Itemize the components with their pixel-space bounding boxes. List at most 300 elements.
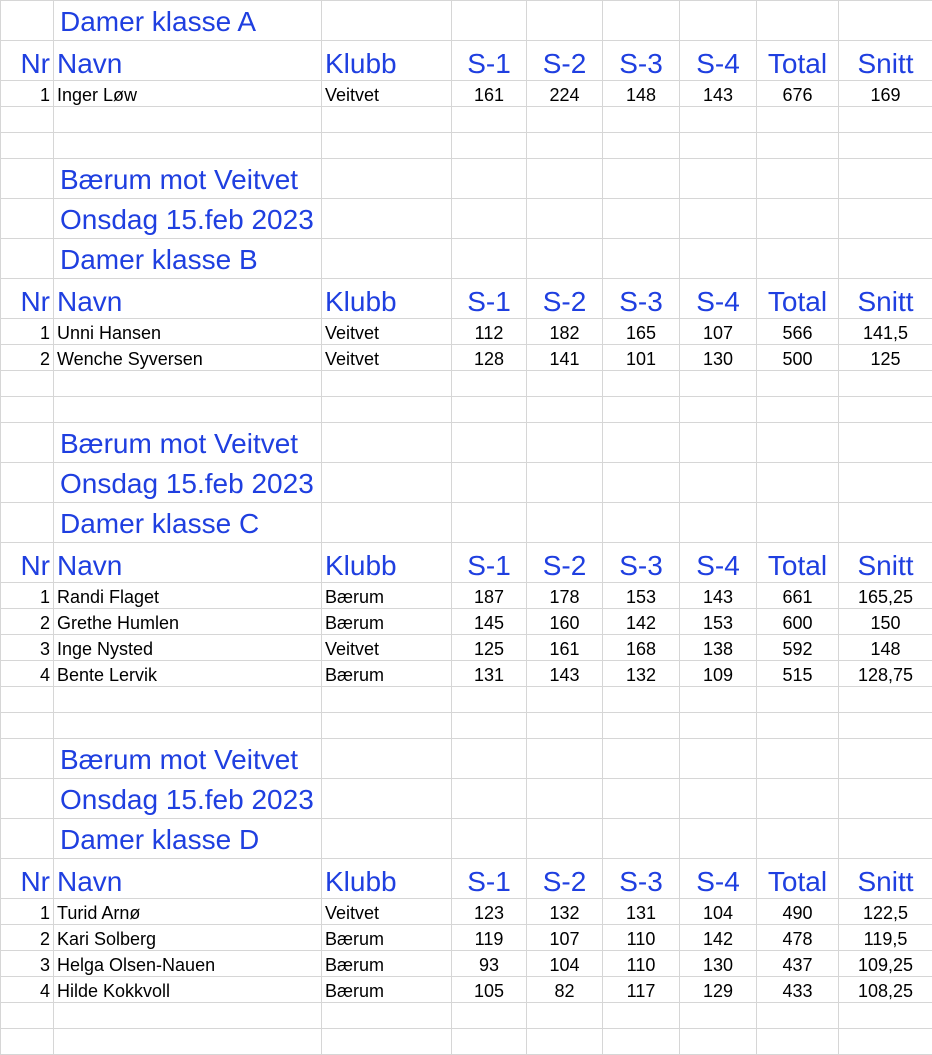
cell[interactable] xyxy=(54,1029,322,1055)
cell[interactable] xyxy=(839,159,932,199)
cell-total[interactable]: 600 xyxy=(757,609,839,635)
cell[interactable] xyxy=(527,503,603,543)
header-total[interactable]: Total xyxy=(757,41,839,81)
cell-navn[interactable]: Grethe Humlen xyxy=(54,609,322,635)
cell[interactable] xyxy=(527,397,603,423)
header-s1[interactable]: S-1 xyxy=(452,279,527,319)
cell[interactable] xyxy=(757,503,839,543)
cell[interactable] xyxy=(1,819,54,859)
header-klubb[interactable]: Klubb xyxy=(322,41,452,81)
cell[interactable] xyxy=(452,503,527,543)
cell[interactable] xyxy=(54,371,322,397)
cell-total[interactable]: 490 xyxy=(757,899,839,925)
cell-s4[interactable]: 107 xyxy=(680,319,757,345)
header-s4[interactable]: S-4 xyxy=(680,41,757,81)
cell-s1[interactable]: 131 xyxy=(452,661,527,687)
cell-nr[interactable]: 4 xyxy=(1,661,54,687)
header-s1[interactable]: S-1 xyxy=(452,41,527,81)
cell[interactable] xyxy=(603,1029,680,1055)
header-s2[interactable]: S-2 xyxy=(527,543,603,583)
cell[interactable] xyxy=(527,107,603,133)
cell[interactable] xyxy=(839,739,932,779)
cell[interactable] xyxy=(322,239,452,279)
cell[interactable] xyxy=(839,107,932,133)
cell[interactable] xyxy=(757,819,839,859)
cell[interactable] xyxy=(680,133,757,159)
cell-s4[interactable]: 153 xyxy=(680,609,757,635)
cell[interactable] xyxy=(1,239,54,279)
cell[interactable] xyxy=(322,463,452,503)
cell[interactable] xyxy=(1,463,54,503)
cell[interactable] xyxy=(527,1029,603,1055)
cell[interactable] xyxy=(839,713,932,739)
cell[interactable] xyxy=(322,819,452,859)
cell[interactable] xyxy=(757,1,839,41)
cell-total[interactable]: 433 xyxy=(757,977,839,1003)
header-s3[interactable]: S-3 xyxy=(603,41,680,81)
cell[interactable] xyxy=(1,779,54,819)
cell-s1[interactable]: 105 xyxy=(452,977,527,1003)
cell-total[interactable]: 592 xyxy=(757,635,839,661)
cell-navn[interactable]: Helga Olsen-Nauen xyxy=(54,951,322,977)
header-navn[interactable]: Navn xyxy=(54,41,322,81)
cell[interactable] xyxy=(1,687,54,713)
cell[interactable] xyxy=(680,503,757,543)
cell[interactable] xyxy=(603,423,680,463)
section-title-cell[interactable] xyxy=(54,739,322,779)
cell[interactable] xyxy=(680,463,757,503)
cell[interactable] xyxy=(839,819,932,859)
cell-total[interactable]: 437 xyxy=(757,951,839,977)
cell-klubb[interactable]: Bærum xyxy=(322,977,452,1003)
header-navn[interactable]: Navn xyxy=(54,543,322,583)
cell-s3[interactable]: 153 xyxy=(603,583,680,609)
cell[interactable] xyxy=(452,239,527,279)
cell[interactable] xyxy=(603,199,680,239)
cell[interactable] xyxy=(452,371,527,397)
cell[interactable] xyxy=(452,1029,527,1055)
cell-s4[interactable]: 138 xyxy=(680,635,757,661)
cell[interactable] xyxy=(322,739,452,779)
cell[interactable] xyxy=(322,107,452,133)
cell-klubb[interactable]: Veitvet xyxy=(322,81,452,107)
cell-s4[interactable]: 104 xyxy=(680,899,757,925)
cell[interactable] xyxy=(680,1029,757,1055)
cell[interactable] xyxy=(1,159,54,199)
cell[interactable] xyxy=(1,423,54,463)
section-title-cell[interactable] xyxy=(54,463,322,503)
header-nr[interactable]: Nr xyxy=(1,279,54,319)
cell-s1[interactable]: 93 xyxy=(452,951,527,977)
cell[interactable] xyxy=(603,397,680,423)
header-total[interactable]: Total xyxy=(757,859,839,899)
cell-s3[interactable]: 131 xyxy=(603,899,680,925)
cell[interactable] xyxy=(757,713,839,739)
cell[interactable] xyxy=(757,739,839,779)
cell-navn[interactable]: Inger Løw xyxy=(54,81,322,107)
cell-snitt[interactable]: 148 xyxy=(839,635,932,661)
cell-s4[interactable]: 109 xyxy=(680,661,757,687)
header-s1[interactable]: S-1 xyxy=(452,859,527,899)
cell-total[interactable]: 478 xyxy=(757,925,839,951)
header-s3[interactable]: S-3 xyxy=(603,279,680,319)
cell[interactable] xyxy=(452,199,527,239)
cell-s4[interactable]: 142 xyxy=(680,925,757,951)
cell-s3[interactable]: 117 xyxy=(603,977,680,1003)
cell-snitt[interactable]: 141,5 xyxy=(839,319,932,345)
header-snitt[interactable]: Snitt xyxy=(839,279,932,319)
cell-klubb[interactable]: Veitvet xyxy=(322,635,452,661)
cell[interactable] xyxy=(680,819,757,859)
header-s2[interactable]: S-2 xyxy=(527,41,603,81)
cell[interactable] xyxy=(1,371,54,397)
cell[interactable] xyxy=(452,397,527,423)
header-snitt[interactable]: Snitt xyxy=(839,543,932,583)
cell-total[interactable]: 676 xyxy=(757,81,839,107)
section-title-cell[interactable] xyxy=(54,159,322,199)
cell[interactable] xyxy=(322,713,452,739)
cell[interactable] xyxy=(757,397,839,423)
cell-klubb[interactable]: Veitvet xyxy=(322,899,452,925)
cell[interactable] xyxy=(527,463,603,503)
cell[interactable] xyxy=(1,713,54,739)
cell[interactable] xyxy=(322,503,452,543)
header-snitt[interactable]: Snitt xyxy=(839,859,932,899)
cell-navn[interactable]: Turid Arnø xyxy=(54,899,322,925)
header-s1[interactable]: S-1 xyxy=(452,543,527,583)
cell-snitt[interactable]: 169 xyxy=(839,81,932,107)
cell[interactable] xyxy=(452,463,527,503)
cell-s4[interactable]: 130 xyxy=(680,951,757,977)
cell-s4[interactable]: 130 xyxy=(680,345,757,371)
cell[interactable] xyxy=(527,199,603,239)
cell[interactable] xyxy=(1,503,54,543)
cell-s4[interactable]: 143 xyxy=(680,583,757,609)
cell[interactable] xyxy=(1,1003,54,1029)
cell[interactable] xyxy=(603,779,680,819)
cell[interactable] xyxy=(839,1,932,41)
cell-snitt[interactable]: 150 xyxy=(839,609,932,635)
cell-s2[interactable]: 104 xyxy=(527,951,603,977)
cell[interactable] xyxy=(603,1003,680,1029)
header-klubb[interactable]: Klubb xyxy=(322,859,452,899)
cell-s2[interactable]: 224 xyxy=(527,81,603,107)
cell[interactable] xyxy=(527,739,603,779)
cell[interactable] xyxy=(527,713,603,739)
cell[interactable] xyxy=(527,687,603,713)
cell[interactable] xyxy=(757,239,839,279)
cell[interactable] xyxy=(54,397,322,423)
cell[interactable] xyxy=(680,159,757,199)
header-s4[interactable]: S-4 xyxy=(680,279,757,319)
cell[interactable] xyxy=(757,463,839,503)
cell-s3[interactable]: 142 xyxy=(603,609,680,635)
cell[interactable] xyxy=(603,371,680,397)
cell[interactable] xyxy=(680,713,757,739)
cell[interactable] xyxy=(452,739,527,779)
cell[interactable] xyxy=(839,239,932,279)
header-klubb[interactable]: Klubb xyxy=(322,279,452,319)
cell-klubb[interactable]: Bærum xyxy=(322,951,452,977)
cell[interactable] xyxy=(757,133,839,159)
cell[interactable] xyxy=(680,687,757,713)
title-row xyxy=(1,739,932,779)
cell[interactable] xyxy=(322,687,452,713)
cell[interactable] xyxy=(54,687,322,713)
header-navn[interactable]: Navn xyxy=(54,859,322,899)
cell-s3[interactable]: 148 xyxy=(603,81,680,107)
cell[interactable] xyxy=(839,133,932,159)
cell-s3[interactable]: 110 xyxy=(603,925,680,951)
cell-klubb[interactable]: Veitvet xyxy=(322,345,452,371)
cell[interactable] xyxy=(680,199,757,239)
cell-s1[interactable]: 119 xyxy=(452,925,527,951)
header-nr[interactable]: Nr xyxy=(1,859,54,899)
cell[interactable] xyxy=(680,107,757,133)
cell-s3[interactable]: 132 xyxy=(603,661,680,687)
header-s4[interactable]: S-4 xyxy=(680,859,757,899)
cell[interactable] xyxy=(452,423,527,463)
section-title-cell[interactable] xyxy=(54,1,322,41)
cell[interactable] xyxy=(839,371,932,397)
cell[interactable] xyxy=(527,159,603,199)
cell-klubb[interactable]: Bærum xyxy=(322,583,452,609)
header-navn[interactable]: Navn xyxy=(54,279,322,319)
title-row xyxy=(1,819,932,859)
cell-s4[interactable]: 143 xyxy=(680,81,757,107)
cell-s1[interactable]: 145 xyxy=(452,609,527,635)
cell-s2[interactable]: 178 xyxy=(527,583,603,609)
cell[interactable] xyxy=(839,463,932,503)
cell[interactable] xyxy=(54,713,322,739)
cell-navn[interactable]: Wenche Syversen xyxy=(54,345,322,371)
header-s3[interactable]: S-3 xyxy=(603,543,680,583)
cell-total[interactable]: 566 xyxy=(757,319,839,345)
cell-nr[interactable]: 2 xyxy=(1,345,54,371)
cell-navn[interactable]: Bente Lervik xyxy=(54,661,322,687)
cell[interactable] xyxy=(452,713,527,739)
cell[interactable] xyxy=(839,423,932,463)
cell[interactable] xyxy=(1,397,54,423)
cell[interactable] xyxy=(322,133,452,159)
cell[interactable] xyxy=(603,239,680,279)
cell-total[interactable]: 500 xyxy=(757,345,839,371)
cell[interactable] xyxy=(1,107,54,133)
cell-total[interactable]: 515 xyxy=(757,661,839,687)
cell-s3[interactable]: 165 xyxy=(603,319,680,345)
cell-s1[interactable]: 112 xyxy=(452,319,527,345)
cell-s2[interactable]: 82 xyxy=(527,977,603,1003)
header-s2[interactable]: S-2 xyxy=(527,859,603,899)
cell[interactable] xyxy=(839,687,932,713)
cell[interactable] xyxy=(527,133,603,159)
cell[interactable] xyxy=(322,423,452,463)
cell[interactable] xyxy=(1,1029,54,1055)
cell[interactable] xyxy=(322,371,452,397)
cell-s2[interactable]: 141 xyxy=(527,345,603,371)
cell[interactable] xyxy=(527,239,603,279)
cell[interactable] xyxy=(680,1003,757,1029)
cell[interactable] xyxy=(1,1,54,41)
cell[interactable] xyxy=(757,159,839,199)
cell[interactable] xyxy=(603,1,680,41)
cell-s1[interactable]: 128 xyxy=(452,345,527,371)
cell-navn[interactable]: Inge Nysted xyxy=(54,635,322,661)
cell-nr[interactable]: 3 xyxy=(1,951,54,977)
cell-s2[interactable]: 143 xyxy=(527,661,603,687)
cell[interactable] xyxy=(527,371,603,397)
cell[interactable] xyxy=(322,199,452,239)
cell-nr[interactable]: 1 xyxy=(1,81,54,107)
cell[interactable] xyxy=(839,779,932,819)
cell[interactable] xyxy=(452,1003,527,1029)
cell[interactable] xyxy=(839,503,932,543)
header-nr[interactable]: Nr xyxy=(1,41,54,81)
cell-nr[interactable]: 4 xyxy=(1,977,54,1003)
cell-klubb[interactable]: Bærum xyxy=(322,661,452,687)
cell-s2[interactable]: 182 xyxy=(527,319,603,345)
header-s2[interactable]: S-2 xyxy=(527,279,603,319)
cell[interactable] xyxy=(680,739,757,779)
cell[interactable] xyxy=(757,1003,839,1029)
cell-klubb[interactable]: Bærum xyxy=(322,925,452,951)
cell[interactable] xyxy=(54,1003,322,1029)
cell[interactable] xyxy=(603,819,680,859)
cell[interactable] xyxy=(680,371,757,397)
cell[interactable] xyxy=(452,159,527,199)
cell[interactable] xyxy=(322,159,452,199)
cell-s2[interactable]: 132 xyxy=(527,899,603,925)
cell-navn[interactable]: Hilde Kokkvoll xyxy=(54,977,322,1003)
cell[interactable] xyxy=(680,397,757,423)
cell[interactable] xyxy=(322,1,452,41)
section-title-cell[interactable] xyxy=(54,819,322,859)
cell-s1[interactable]: 161 xyxy=(452,81,527,107)
cell-s2[interactable]: 161 xyxy=(527,635,603,661)
cell-snitt[interactable]: 122,5 xyxy=(839,899,932,925)
section-title-cell[interactable] xyxy=(54,239,322,279)
cell[interactable] xyxy=(839,1029,932,1055)
cell-nr[interactable]: 3 xyxy=(1,635,54,661)
cell[interactable] xyxy=(603,133,680,159)
cell[interactable] xyxy=(839,1003,932,1029)
section-title-cell[interactable] xyxy=(54,503,322,543)
cell[interactable] xyxy=(452,1,527,41)
cell[interactable] xyxy=(527,779,603,819)
cell-snitt[interactable]: 125 xyxy=(839,345,932,371)
header-snitt[interactable]: Snitt xyxy=(839,41,932,81)
cell[interactable] xyxy=(757,423,839,463)
title-row xyxy=(1,423,932,463)
cell[interactable] xyxy=(322,397,452,423)
cell[interactable] xyxy=(680,779,757,819)
cell[interactable] xyxy=(1,133,54,159)
cell-s3[interactable]: 101 xyxy=(603,345,680,371)
cell[interactable] xyxy=(680,423,757,463)
cell[interactable] xyxy=(452,779,527,819)
header-s4[interactable]: S-4 xyxy=(680,543,757,583)
cell[interactable] xyxy=(452,819,527,859)
cell[interactable] xyxy=(603,463,680,503)
cell[interactable] xyxy=(680,239,757,279)
cell[interactable] xyxy=(54,107,322,133)
cell-s3[interactable]: 110 xyxy=(603,951,680,977)
cell[interactable] xyxy=(1,199,54,239)
cell-snitt[interactable]: 119,5 xyxy=(839,925,932,951)
cell[interactable] xyxy=(603,687,680,713)
cell-nr[interactable]: 2 xyxy=(1,609,54,635)
cell[interactable] xyxy=(1,739,54,779)
cell[interactable] xyxy=(452,133,527,159)
cell[interactable] xyxy=(603,159,680,199)
cell-s1[interactable]: 187 xyxy=(452,583,527,609)
cell-snitt[interactable]: 128,75 xyxy=(839,661,932,687)
cell[interactable] xyxy=(603,713,680,739)
cell-nr[interactable]: 1 xyxy=(1,319,54,345)
cell[interactable] xyxy=(322,1003,452,1029)
cell-navn[interactable]: Randi Flaget xyxy=(54,583,322,609)
header-s3[interactable]: S-3 xyxy=(603,859,680,899)
cell[interactable] xyxy=(757,779,839,819)
cell-nr[interactable]: 1 xyxy=(1,899,54,925)
cell-nr[interactable]: 2 xyxy=(1,925,54,951)
cell-s1[interactable]: 125 xyxy=(452,635,527,661)
section-title-cell[interactable] xyxy=(54,199,322,239)
cell[interactable] xyxy=(527,423,603,463)
section-title-cell[interactable] xyxy=(54,779,322,819)
header-total[interactable]: Total xyxy=(757,279,839,319)
cell[interactable] xyxy=(757,107,839,133)
cell[interactable] xyxy=(527,1,603,41)
section-title-cell[interactable] xyxy=(54,423,322,463)
cell[interactable] xyxy=(322,779,452,819)
cell[interactable] xyxy=(527,1003,603,1029)
cell-s2[interactable]: 107 xyxy=(527,925,603,951)
cell-snitt[interactable]: 165,25 xyxy=(839,583,932,609)
cell[interactable] xyxy=(839,397,932,423)
cell-navn[interactable]: Unni Hansen xyxy=(54,319,322,345)
header-klubb[interactable]: Klubb xyxy=(322,543,452,583)
cell[interactable] xyxy=(680,1,757,41)
cell-s1[interactable]: 123 xyxy=(452,899,527,925)
cell[interactable] xyxy=(603,503,680,543)
cell[interactable] xyxy=(452,687,527,713)
cell-nr[interactable]: 1 xyxy=(1,583,54,609)
cell[interactable] xyxy=(452,107,527,133)
cell[interactable] xyxy=(54,133,322,159)
cell[interactable] xyxy=(757,687,839,713)
cell-s2[interactable]: 160 xyxy=(527,609,603,635)
cell[interactable] xyxy=(839,199,932,239)
cell-snitt[interactable]: 108,25 xyxy=(839,977,932,1003)
cell-snitt[interactable]: 109,25 xyxy=(839,951,932,977)
cell[interactable] xyxy=(603,739,680,779)
header-nr[interactable]: Nr xyxy=(1,543,54,583)
cell-navn[interactable]: Kari Solberg xyxy=(54,925,322,951)
cell-klubb[interactable]: Bærum xyxy=(322,609,452,635)
header-total[interactable]: Total xyxy=(757,543,839,583)
cell[interactable] xyxy=(322,1029,452,1055)
cell[interactable] xyxy=(527,819,603,859)
cell-klubb[interactable]: Veitvet xyxy=(322,319,452,345)
cell-total[interactable]: 661 xyxy=(757,583,839,609)
cell[interactable] xyxy=(757,371,839,397)
cell-s4[interactable]: 129 xyxy=(680,977,757,1003)
cell[interactable] xyxy=(603,107,680,133)
cell-s3[interactable]: 168 xyxy=(603,635,680,661)
cell[interactable] xyxy=(757,199,839,239)
cell[interactable] xyxy=(757,1029,839,1055)
